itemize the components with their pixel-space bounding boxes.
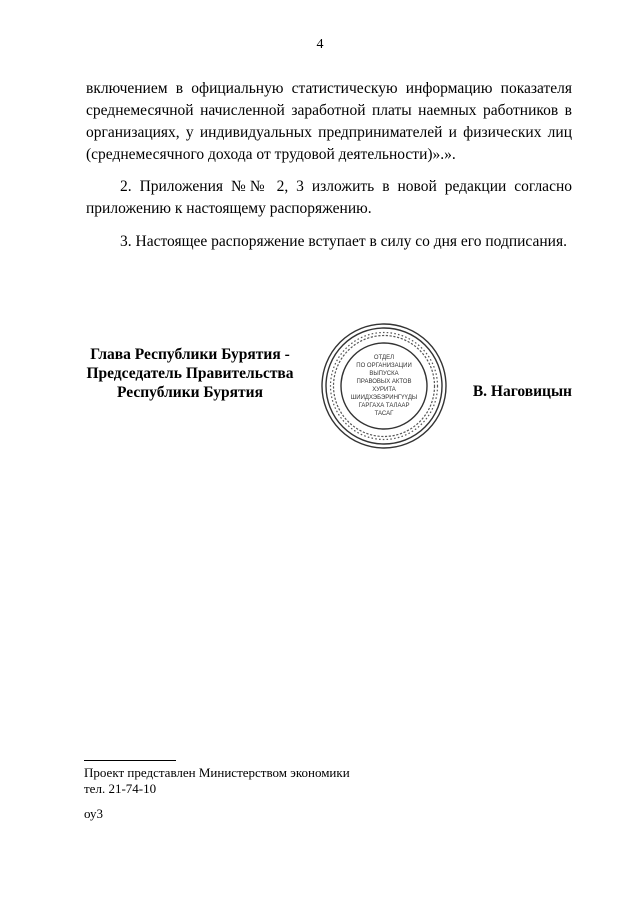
signatory-name: В. Наговицын	[472, 383, 572, 400]
paragraph-item-3: 3. Настоящее распоряжение вступает в силу со дня его подписания.	[120, 233, 567, 250]
seal-ring-lettering	[331, 333, 438, 440]
svg-text:ВЫПУСКА: ВЫПУСКА	[369, 371, 399, 377]
svg-text:ШИИДХЭБЭРИНГҮҮДЫ: ШИИДХЭБЭРИНГҮҮДЫ	[350, 395, 418, 401]
page-number: 4	[316, 37, 324, 52]
footnote-phone: тел. 21-74-10	[84, 781, 157, 796]
signatory-title-line-1: Глава Республики Бурятия -	[90, 346, 290, 363]
seal-inner-text	[351, 355, 417, 417]
official-seal-stamp	[320, 322, 448, 450]
svg-text:ГАРГАХА ТАЛААР: ГАРГАХА ТАЛААР	[358, 403, 410, 409]
signatory-title	[70, 345, 310, 402]
signatory-title-line-3: Республики Бурятия	[117, 384, 263, 401]
svg-text:ХУРИТА: ХУРИТА	[372, 387, 396, 393]
svg-text:ОТДЕЛ: ОТДЕЛ	[373, 355, 395, 361]
seal-outer-ring-inner	[326, 328, 442, 444]
svg-text:ПО ОРГАНИЗАЦИИ: ПО ОРГАНИЗАЦИИ	[356, 363, 412, 369]
footnote-code: оу3	[84, 806, 104, 821]
signatory-title-line-2: Председатель Правительства	[86, 365, 294, 382]
paragraph-item-2: 2. Приложения №№ 2, 3 изложить в новой редакции согласно приложению к настоящему распоряжению.	[86, 178, 572, 217]
footnote-author: Проект представлен Министерством экономики	[84, 765, 350, 780]
footnote-divider	[84, 760, 176, 761]
svg-text:ТАСАГ: ТАСАГ	[374, 411, 394, 417]
paragraph-continuation: включением в официальную статистическую информацию показателя среднемесячной начисленной заработной платы наемных работников в организациях, у индивидуальных предпринимателей и физических лиц (среднемесячного дохода от трудовой деятельности)».».	[86, 80, 572, 163]
svg-text:ПРАВОВЫХ АКТОВ: ПРАВОВЫХ АКТОВ	[356, 379, 412, 385]
